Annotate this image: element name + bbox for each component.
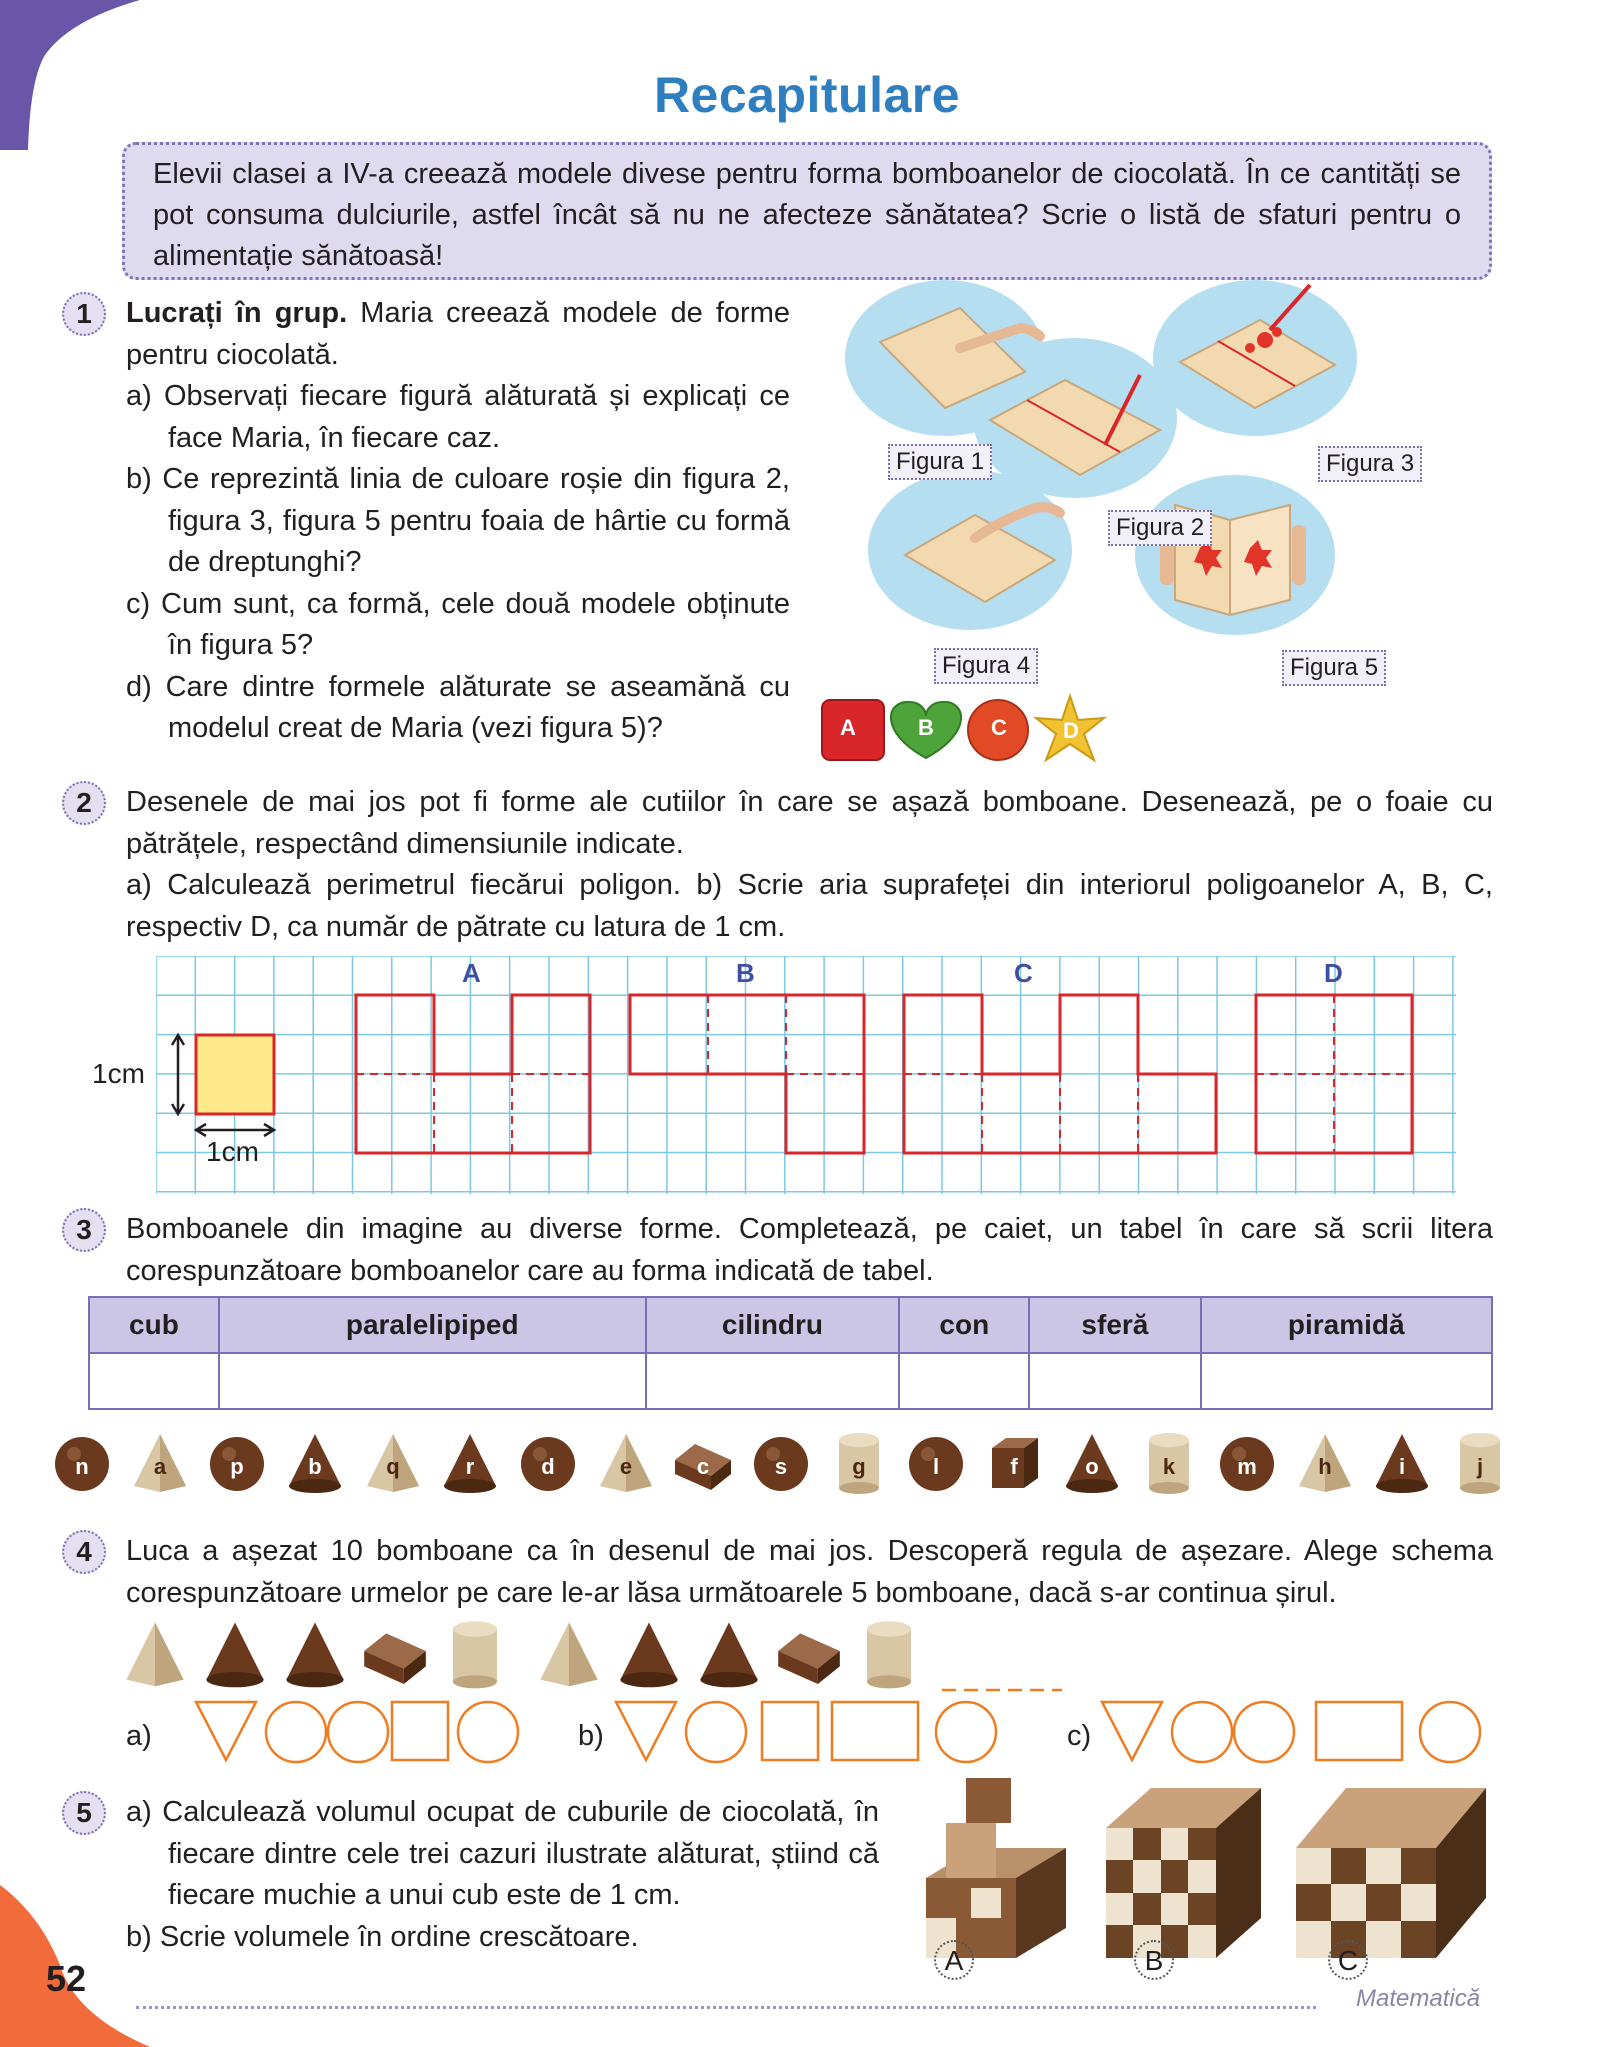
exercise-1-item-a: a) Observați fiecare figură alăturată și explicați ce face Maria, în fiecare caz. [126, 380, 790, 454]
figure-label-1: Figura 1 [888, 444, 992, 480]
answer-cell[interactable] [89, 1353, 219, 1409]
candy-c [673, 1430, 733, 1494]
grid-figure [156, 956, 1456, 1196]
candy-l [906, 1430, 966, 1494]
candy-k [1139, 1430, 1199, 1494]
exercise-1-item-b: b) Ce reprezintă linia de culoare roșie din figura 2, figura 3, figura 5 pentru foaia de hârtie cu formă de dreptunghi? [126, 463, 790, 578]
exercise-number-1: 1 [62, 292, 106, 336]
shapes-table-header [89, 1297, 1492, 1353]
candy-n [52, 1430, 112, 1494]
exercise-number-2: 2 [62, 781, 106, 825]
candy-letter: l [933, 1454, 940, 1479]
option-b-label: b) [578, 1720, 604, 1752]
polygon-label-d: D [1324, 958, 1343, 988]
polygon-label-a: A [462, 958, 481, 988]
option-a-circle-mark [458, 1702, 518, 1762]
candy-j [1450, 1430, 1510, 1494]
exercise-5-text [126, 1792, 879, 1958]
candy-letter: k [1163, 1454, 1176, 1479]
page-title: Recapitulare [653, 67, 961, 123]
cube-stack-a [926, 1778, 1066, 1958]
exercise-2-text [126, 782, 1493, 948]
answer-cell[interactable] [1201, 1353, 1492, 1409]
cube-label-b: B [1134, 1940, 1174, 1980]
candy-letter: j [1476, 1454, 1484, 1479]
sequence-candy-cone [286, 1622, 343, 1687]
option-a-circle-mark [328, 1702, 388, 1762]
option-b-rectangle-mark [832, 1702, 918, 1760]
cube-label-a: A [934, 1940, 974, 1980]
exercise-1-item-d: d) Care dintre formele alăturate se aseamănă cu modelul creat de Maria (vezi figura 5)? [126, 670, 790, 744]
option-b-triangle-mark [616, 1702, 676, 1760]
candy-letter: m [1237, 1454, 1257, 1479]
candy-letter: g [851, 1454, 866, 1479]
candy-q [363, 1430, 423, 1494]
candy-r [440, 1430, 500, 1494]
sequence-candy-pyramid [126, 1622, 183, 1686]
candy-h [1295, 1430, 1355, 1494]
option-b-circle-mark [936, 1702, 996, 1762]
shapes-table-answer-row [89, 1353, 1492, 1409]
option-c-label: c) [1067, 1720, 1092, 1752]
sequence-candy-cylinder [453, 1621, 497, 1688]
candy-g [829, 1430, 889, 1494]
page-number: 52 [46, 1958, 87, 1999]
option-c-rectangle-mark [1316, 1702, 1402, 1760]
exercise-number-3: 3 [62, 1208, 106, 1252]
answer-cell[interactable] [219, 1353, 646, 1409]
figure-label-5: Figura 5 [1282, 650, 1386, 686]
exercise-1-lead: Lucrați în grup. [126, 297, 348, 329]
exercise-5-item-b: b) Scrie volumele în ordine crescătoare. [126, 1920, 639, 1953]
candy-letter: q [385, 1454, 400, 1479]
candy-f [984, 1430, 1044, 1494]
option-c-circle-mark [1172, 1702, 1232, 1762]
exercise-5-item-a: a) Calculează volumul ocupat de cuburile de ciocolată, în fiecare dintre cele trei cazuri ilustrate alăturat, știind că fiecare muchie a unui cub este de 1 cm. [126, 1796, 879, 1911]
exercise-2-line-2: a) Calculează perimetrul fiecărui poligon. b) Scrie aria suprafeței din interiorul poligoanelor A, B, C, respectiv D, ca număr de pătrate cu latura de 1 cm. [126, 869, 1493, 943]
option-a-circle-mark [266, 1702, 326, 1762]
exercise-3-text: Bomboanele din imagine au diverse forme. Completează, pe caiet, un tabel în care să scrii litera corespunzătoare bomboanelor care au forma indicată de tabel. [126, 1213, 1493, 1287]
candy-b [285, 1430, 345, 1494]
answer-cell[interactable] [899, 1353, 1029, 1409]
candy-letter: e [619, 1454, 632, 1479]
header-piramida: piramidă [1201, 1297, 1492, 1353]
candy-letter: n [75, 1454, 89, 1479]
candy-o [1062, 1430, 1122, 1494]
figure-label-2: Figura 2 [1108, 510, 1212, 546]
exercise-2-line-1: Desenele de mai jos pot fi forme ale cutiilor în care se așază bomboane. Desenează, pe o foaie cu pătrățele, respectând dimensiunile indicate. [126, 786, 1493, 860]
figure-label-3: Figura 3 [1318, 446, 1422, 482]
candy-i [1372, 1430, 1432, 1494]
header-sfera: sferă [1029, 1297, 1200, 1353]
cube-label-c: C [1328, 1940, 1368, 1980]
candy-letter: h [1317, 1454, 1332, 1479]
exercise-1-lead-rest: Maria creează modele de forme pentru ciocolată. [126, 297, 790, 371]
answer-cell[interactable] [646, 1353, 900, 1409]
figure-label-4: Figura 4 [934, 648, 1038, 684]
option-a-square-mark [392, 1702, 448, 1760]
candy-letter: o [1084, 1454, 1099, 1479]
sequence-candy-cone [620, 1622, 677, 1687]
intro-box: Elevii clasei a IV-a creează modele divese pentru forma bomboanelor de ciocolată. În ce cantități se pot consuma dulciurile, astfel încât să nu ne afecteze sănătatea? Scrie o listă de sfaturi pentru o alimentație sănătoasă! [122, 142, 1492, 280]
options-marks [192, 1686, 1492, 1766]
shapes-table [88, 1296, 1493, 1410]
candy-sequence [122, 1612, 952, 1692]
candy-d [518, 1430, 578, 1494]
option-a-triangle-mark [196, 1702, 256, 1760]
candy-p [207, 1430, 267, 1494]
candy-letter: s [774, 1454, 788, 1479]
polygon-label-b: B [736, 958, 755, 988]
header-paralelipiped: paralelipiped [219, 1297, 646, 1353]
shape-label-c: C [991, 715, 1007, 740]
candy-a [130, 1430, 190, 1494]
option-a-label: a) [126, 1720, 152, 1752]
exercise-4-text: Luca a așezat 10 bomboane ca în desenul de mai jos. Descoperă regula de așezare. Alege schema corespunzătoare urmelor pe care le-ar lăsa următoarele 5 bomboane, dacă s-ar continua șirul. [126, 1535, 1493, 1609]
shape-label-b: B [918, 715, 934, 740]
candy-letter: p [230, 1454, 245, 1479]
exercise-1-item-c: c) Cum sunt, ca formă, cele două modele obținute în figura 5? [126, 587, 790, 661]
exercise-number-5: 5 [62, 1791, 106, 1835]
candy-letter: d [541, 1454, 555, 1479]
header-cub: cub [89, 1297, 219, 1353]
sequence-candy-pyramid [540, 1622, 597, 1686]
sequence-candy-cylinder [867, 1621, 911, 1688]
cube-stack-c [1296, 1788, 1486, 1958]
cube-stack-b [1106, 1788, 1261, 1958]
header-con: con [899, 1297, 1029, 1353]
sequence-candy-cone [700, 1622, 757, 1687]
shape-label-d: D [1063, 718, 1079, 743]
candy-letter: f [1010, 1454, 1018, 1479]
exercise-1-text [126, 293, 790, 750]
candy-m [1217, 1430, 1277, 1494]
footer-subject: Matematică [1356, 1985, 1481, 2012]
candy-letter: c [697, 1454, 710, 1479]
option-b-square-mark [762, 1702, 818, 1760]
candy-s [751, 1430, 811, 1494]
unit-label-vertical: 1cm [92, 1058, 145, 1089]
footer-rule [136, 2006, 1316, 2009]
answer-cell[interactable] [1029, 1353, 1200, 1409]
candy-letter: b [308, 1454, 322, 1479]
polygon-label-c: C [1014, 958, 1033, 988]
unit-label-horizontal: 1cm [206, 1136, 259, 1167]
shape-label-a: A [840, 715, 856, 740]
header-cilindru: cilindru [646, 1297, 900, 1353]
exercise-number-4: 4 [62, 1530, 106, 1574]
sequence-candy-cone [206, 1622, 263, 1687]
candy-e [596, 1430, 656, 1494]
sequence-candy-cuboid [364, 1633, 426, 1684]
candy-letter: a [153, 1454, 166, 1479]
option-b-circle-mark [686, 1702, 746, 1762]
cubes-illustration [916, 1768, 1496, 1968]
option-c-circle-mark [1234, 1702, 1294, 1762]
option-c-circle-mark [1420, 1702, 1480, 1762]
sequence-candy-cuboid [778, 1633, 840, 1684]
candy-letter: r [466, 1454, 475, 1479]
candy-letter: i [1399, 1454, 1406, 1479]
option-c-triangle-mark [1102, 1702, 1162, 1760]
